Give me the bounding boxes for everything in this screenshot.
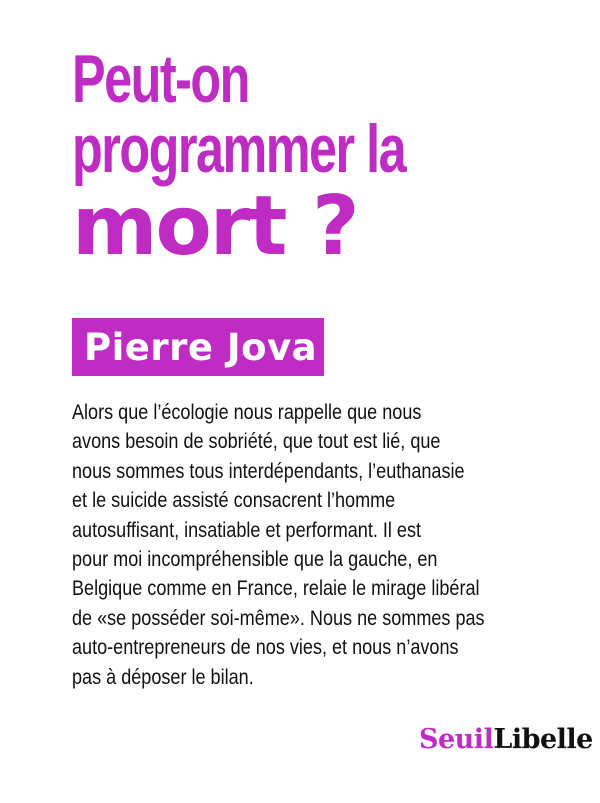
blurb-text (72, 398, 572, 692)
publisher-logo-seuil: Seuil (419, 724, 494, 755)
publisher-logo-libelle: Libelle (493, 724, 593, 755)
blurb-line: nous sommes tous interdépendants, l’euthanasie (72, 459, 465, 483)
author-banner (72, 318, 324, 376)
publisher-logo (419, 724, 593, 758)
blurb-line: pour moi incompréhensible que la gauche, en (72, 548, 438, 572)
blurb-line: avons besoin de sobriété, que tout est lié, que (72, 430, 441, 454)
blurb-line: auto-entrepreneurs de nos vies, et nous n’avons (72, 636, 459, 660)
blurb-line: et le suicide assisté consacrent l’homme (72, 489, 396, 513)
title-line-1: Peut-on (72, 41, 249, 117)
author-name: Pierre Jova (84, 325, 318, 369)
book-title (72, 41, 572, 274)
title-line-2: programmer la (72, 111, 406, 187)
blurb-line: de «se posséder soi-même». Nous ne sommes pas (72, 606, 485, 630)
blurb-line: Belgique comme en France, relaie le mirage libéral (72, 577, 480, 601)
title-line-3: mort ? (72, 179, 358, 274)
blurb-line: pas à déposer le bilan. (72, 665, 254, 689)
blurb-line: Alors que l’écologie nous rappelle que nous (72, 401, 422, 424)
blurb-line: autosuffisant, insatiable et performant. Il est (72, 518, 422, 542)
